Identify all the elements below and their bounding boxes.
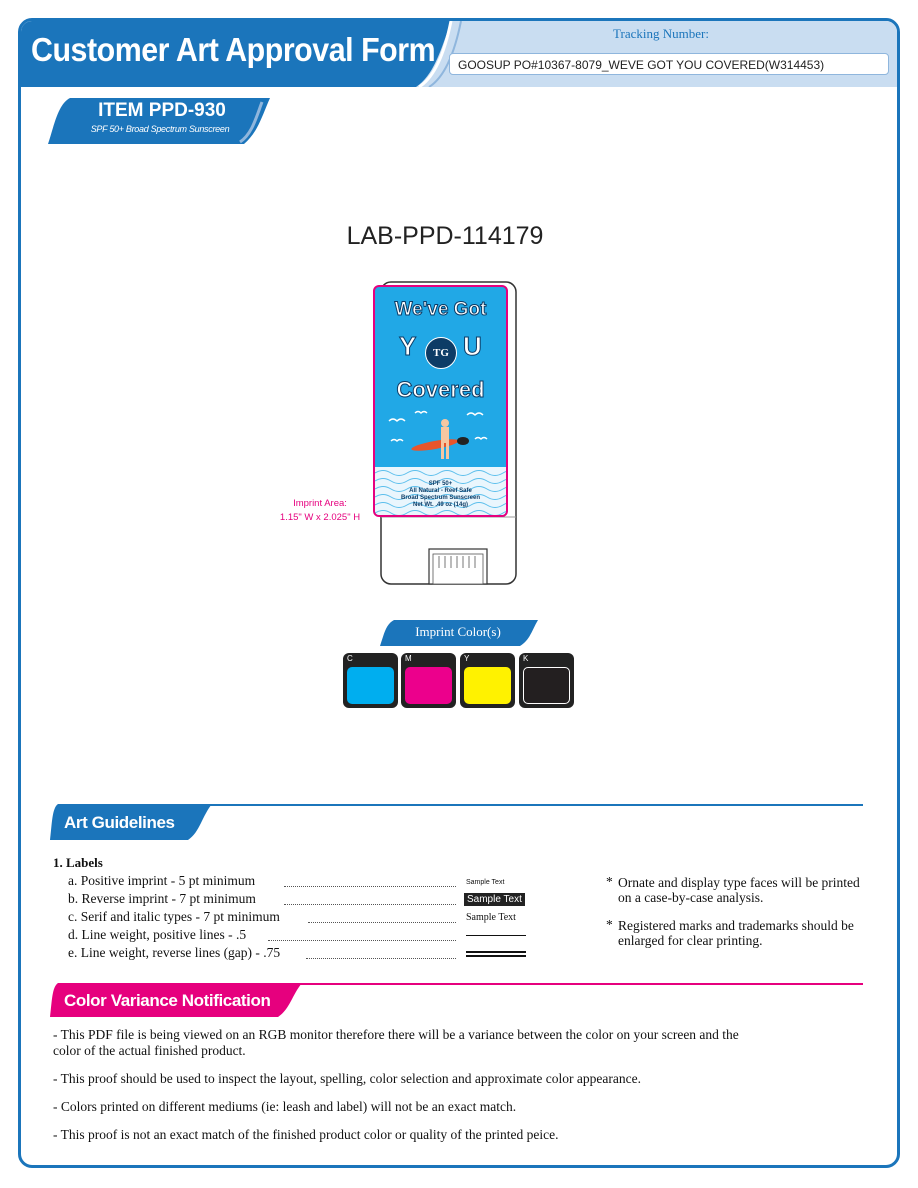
swatch-letter: C bbox=[347, 654, 353, 663]
art-guidelines-title: Art Guidelines bbox=[64, 813, 175, 832]
guidelines-rule bbox=[200, 804, 863, 806]
art-headline-line1: We've Got bbox=[394, 299, 487, 320]
imprint-colors-label: Imprint Color(s) bbox=[415, 624, 501, 639]
swatch-letter: K bbox=[523, 654, 529, 663]
guideline-row: a. Positive imprint - 5 pt minimum bbox=[68, 873, 256, 888]
guideline-note bbox=[606, 918, 868, 948]
guideline-row: c. Serif and italic types - 7 pt minimum bbox=[68, 909, 280, 924]
color-variance-rule bbox=[290, 983, 863, 985]
note-text: Registered marks and trademarks should be enlarged for clear printing. bbox=[618, 918, 854, 948]
swatch-fill bbox=[347, 667, 394, 704]
art-wave-panel bbox=[375, 467, 506, 517]
leader-dots bbox=[284, 904, 456, 905]
sample-serif: Sample Text bbox=[466, 912, 516, 923]
imprint-area-note bbox=[272, 497, 368, 525]
variance-item: - This PDF file is being viewed on an RGB monitor therefore there will be a variance between the color on your screen and the color of the actual finished product. bbox=[53, 1027, 739, 1058]
swatch-fill bbox=[405, 667, 452, 704]
sample-line-positive bbox=[466, 935, 526, 936]
imprint-area-size: 1.15" W x 2.025" H bbox=[279, 512, 361, 523]
guideline-row: d. Line weight, positive lines - .5 bbox=[68, 927, 247, 942]
sample-line-reverse bbox=[466, 951, 526, 957]
swatch-cyan bbox=[343, 653, 398, 708]
color-variance-title: Color Variance Notification bbox=[64, 991, 271, 1010]
sample-positive: Sample Text bbox=[466, 879, 505, 886]
swatch-letter: Y bbox=[464, 654, 470, 663]
leader-dots bbox=[306, 958, 456, 959]
leader-dots bbox=[284, 886, 456, 887]
label-artwork bbox=[373, 285, 508, 517]
leader-dots bbox=[268, 940, 456, 941]
tracking-number-field: GOOSUP PO#10367-8079_WEVE GOT YOU COVERED(W314453) bbox=[449, 53, 889, 75]
form-header bbox=[21, 21, 897, 87]
art-broad-spectrum: Broad Spectrum Sunscreen bbox=[400, 495, 481, 501]
tracking-number-label: Tracking Number: bbox=[613, 26, 709, 41]
surfer-illustration bbox=[375, 407, 506, 469]
variance-item: - Colors printed on different mediums (ie: leash and label) will not be an exact match. bbox=[53, 1099, 517, 1114]
art-net-weight: Net Wt. .49 oz (14g) bbox=[412, 502, 468, 508]
swatch-yellow bbox=[460, 653, 515, 708]
imprint-area-label: Imprint Area: bbox=[293, 498, 347, 509]
art-spf: SPF 50+ bbox=[428, 481, 453, 487]
item-subtitle: SPF 50+ Broad Spectrum Sunscreen bbox=[90, 124, 230, 134]
note-text: Ornate and display type faces will be printed on a case-by-case analysis. bbox=[618, 875, 860, 905]
labels-heading: 1. Labels bbox=[53, 855, 103, 870]
form-title: Customer Art Approval Form bbox=[31, 31, 436, 68]
guideline-note bbox=[606, 875, 868, 905]
art-reef-safe: All Natural - Reef Safe bbox=[409, 488, 472, 494]
swatch-magenta bbox=[401, 653, 456, 708]
swatch-fill bbox=[523, 667, 570, 704]
item-name: ITEM PPD-930 bbox=[98, 100, 226, 121]
guideline-row: b. Reverse imprint - 7 pt minimum bbox=[68, 891, 256, 906]
lab-code: LAB-PPD-114179 bbox=[346, 222, 544, 250]
art-headline-line3: Covered bbox=[396, 377, 485, 402]
swatch-letter: M bbox=[405, 654, 412, 663]
variance-item: - This proof should be used to inspect the layout, spelling, color selection and approximate color appearance. bbox=[53, 1071, 641, 1086]
art-logo: TG bbox=[425, 337, 457, 369]
swatch-black bbox=[519, 653, 574, 708]
asterisk-icon: * bbox=[606, 917, 613, 932]
art-letter-y: Y bbox=[399, 331, 417, 361]
art-letter-u: U bbox=[463, 331, 482, 361]
leader-dots bbox=[308, 922, 456, 923]
swatch-fill bbox=[464, 667, 511, 704]
asterisk-icon: * bbox=[606, 874, 613, 889]
sample-reverse: Sample Text bbox=[464, 893, 525, 906]
variance-item: - This proof is not an exact match of the finished product color or quality of the printed peice. bbox=[53, 1127, 559, 1142]
guideline-row: e. Line weight, reverse lines (gap) - .75 bbox=[68, 945, 281, 960]
